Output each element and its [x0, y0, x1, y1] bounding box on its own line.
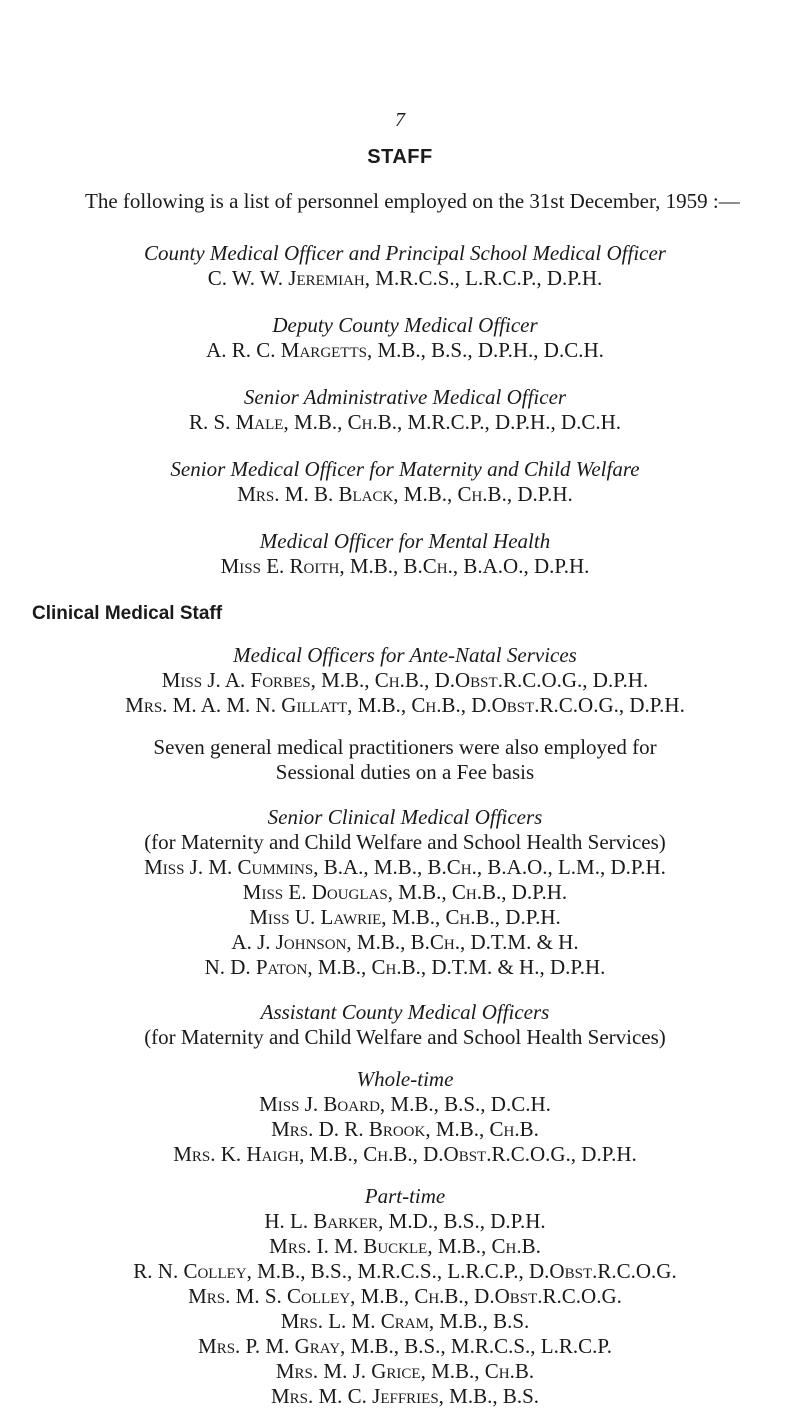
subgroup-label-part-time: Part-time	[364, 1184, 446, 1208]
entry-name: H. L. Barker, M.D., B.S., D.P.H.	[264, 1209, 546, 1233]
entry-title: Assistant County Medical Officers	[260, 1000, 550, 1024]
note-line: Seven general medical practitioners were also employed for	[153, 735, 657, 759]
entry-name: Miss E. Roith, M.B., B.Ch., B.A.O., D.P.H.	[220, 554, 590, 578]
entry-name: C. W. W. Jeremiah, M.R.C.S., L.R.C.P., D.P.H.	[207, 266, 603, 290]
entry-name: R. N. Colley, M.B., B.S., M.R.C.S., L.R.C.P., D.Obst.R.C.O.G.	[133, 1259, 677, 1283]
entry-subtitle: (for Maternity and Child Welfare and School Health Services)	[144, 830, 666, 854]
entry-title: Senior Medical Officer for Maternity and Child Welfare	[170, 457, 640, 481]
entry-title: Medical Officer for Mental Health	[259, 529, 551, 553]
entry-name: Mrs. M. C. Jeffries, M.B., B.S.	[270, 1384, 540, 1408]
note-line: Sessional duties on a Fee basis	[275, 760, 535, 784]
subgroup-label-whole-time: Whole-time	[356, 1067, 454, 1091]
entry-name: Miss J. M. Cummins, B.A., M.B., B.Ch., B.A.O., L.M., D.P.H.	[144, 855, 666, 879]
entry-title: Senior Clinical Medical Officers	[267, 805, 543, 829]
entry-name: Miss J. Board, M.B., B.S., D.C.H.	[259, 1092, 551, 1116]
entry-medical-officer-mental-health	[40, 529, 770, 579]
entry-title: Medical Officers for Ante-Natal Services	[233, 643, 577, 667]
entry-senior-medical-officer-maternity	[40, 457, 770, 507]
entry-deputy-county-medical-officer	[40, 313, 770, 363]
entry-antenatal-officers	[40, 643, 770, 785]
entry-name: Miss J. A. Forbes, M.B., Ch.B., D.Obst.R.C.O.G., D.P.H.	[161, 668, 649, 692]
entry-name: Mrs. D. R. Brook, M.B., Ch.B.	[271, 1117, 539, 1141]
entry-name: Mrs. M. S. Colley, M.B., Ch.B., D.Obst.R.C.O.G.	[188, 1284, 622, 1308]
entry-name: A. J. Johnson, M.B., B.Ch., D.T.M. & H.	[231, 930, 579, 954]
entry-senior-clinical-officers	[40, 805, 770, 980]
entry-name: N. D. Paton, M.B., Ch.B., D.T.M. & H., D.P.H.	[204, 955, 606, 979]
entry-name: Mrs. L. M. Cram, M.B., B.S.	[280, 1309, 530, 1333]
entry-name: Mrs. I. M. Buckle, M.B., Ch.B.	[269, 1234, 541, 1258]
entry-title: County Medical Officer and Principal School Medical Officer	[144, 241, 666, 265]
entry-title: Senior Administrative Medical Officer	[243, 385, 567, 409]
staff-list	[32, 241, 770, 1409]
entry-county-medical-officer	[40, 241, 770, 291]
entry-name: Mrs. M. A. M. N. Gillatt, M.B., Ch.B., D.Obst.R.C.O.G., D.P.H.	[125, 693, 685, 717]
section-heading-clinical: Clinical Medical Staff	[32, 603, 223, 624]
entry-name: R. S. Male, M.B., Ch.B., M.R.C.P., D.P.H., D.C.H.	[188, 410, 622, 434]
page-heading: STAFF	[367, 146, 433, 168]
entry-subtitle: (for Maternity and Child Welfare and School Health Services)	[144, 1025, 666, 1049]
page-number: 7	[395, 109, 405, 131]
entry-senior-administrative-medical-officer	[40, 385, 770, 435]
entry-name: Miss U. Lawrie, M.B., Ch.B., D.P.H.	[249, 905, 561, 929]
entry-name: Mrs. M. J. Grice, M.B., Ch.B.	[275, 1359, 535, 1383]
intro-paragraph: The following is a list of personnel employed on the 31st December, 1959 :—	[85, 189, 740, 213]
entry-title: Deputy County Medical Officer	[272, 313, 538, 337]
entry-assistant-officers	[40, 1000, 770, 1409]
entry-name: Mrs. K. Haigh, M.B., Ch.B., D.Obst.R.C.O.G., D.P.H.	[173, 1142, 637, 1166]
entry-name: A. R. C. Margetts, M.B., B.S., D.P.H., D.C.H.	[206, 338, 604, 362]
entry-name: Mrs. M. B. Black, M.B., Ch.B., D.P.H.	[237, 482, 573, 506]
entry-name: Miss E. Douglas, M.B., Ch.B., D.P.H.	[242, 880, 568, 904]
entry-name: Mrs. P. M. Gray, M.B., B.S., M.R.C.S., L.R.C.P.	[198, 1334, 612, 1358]
